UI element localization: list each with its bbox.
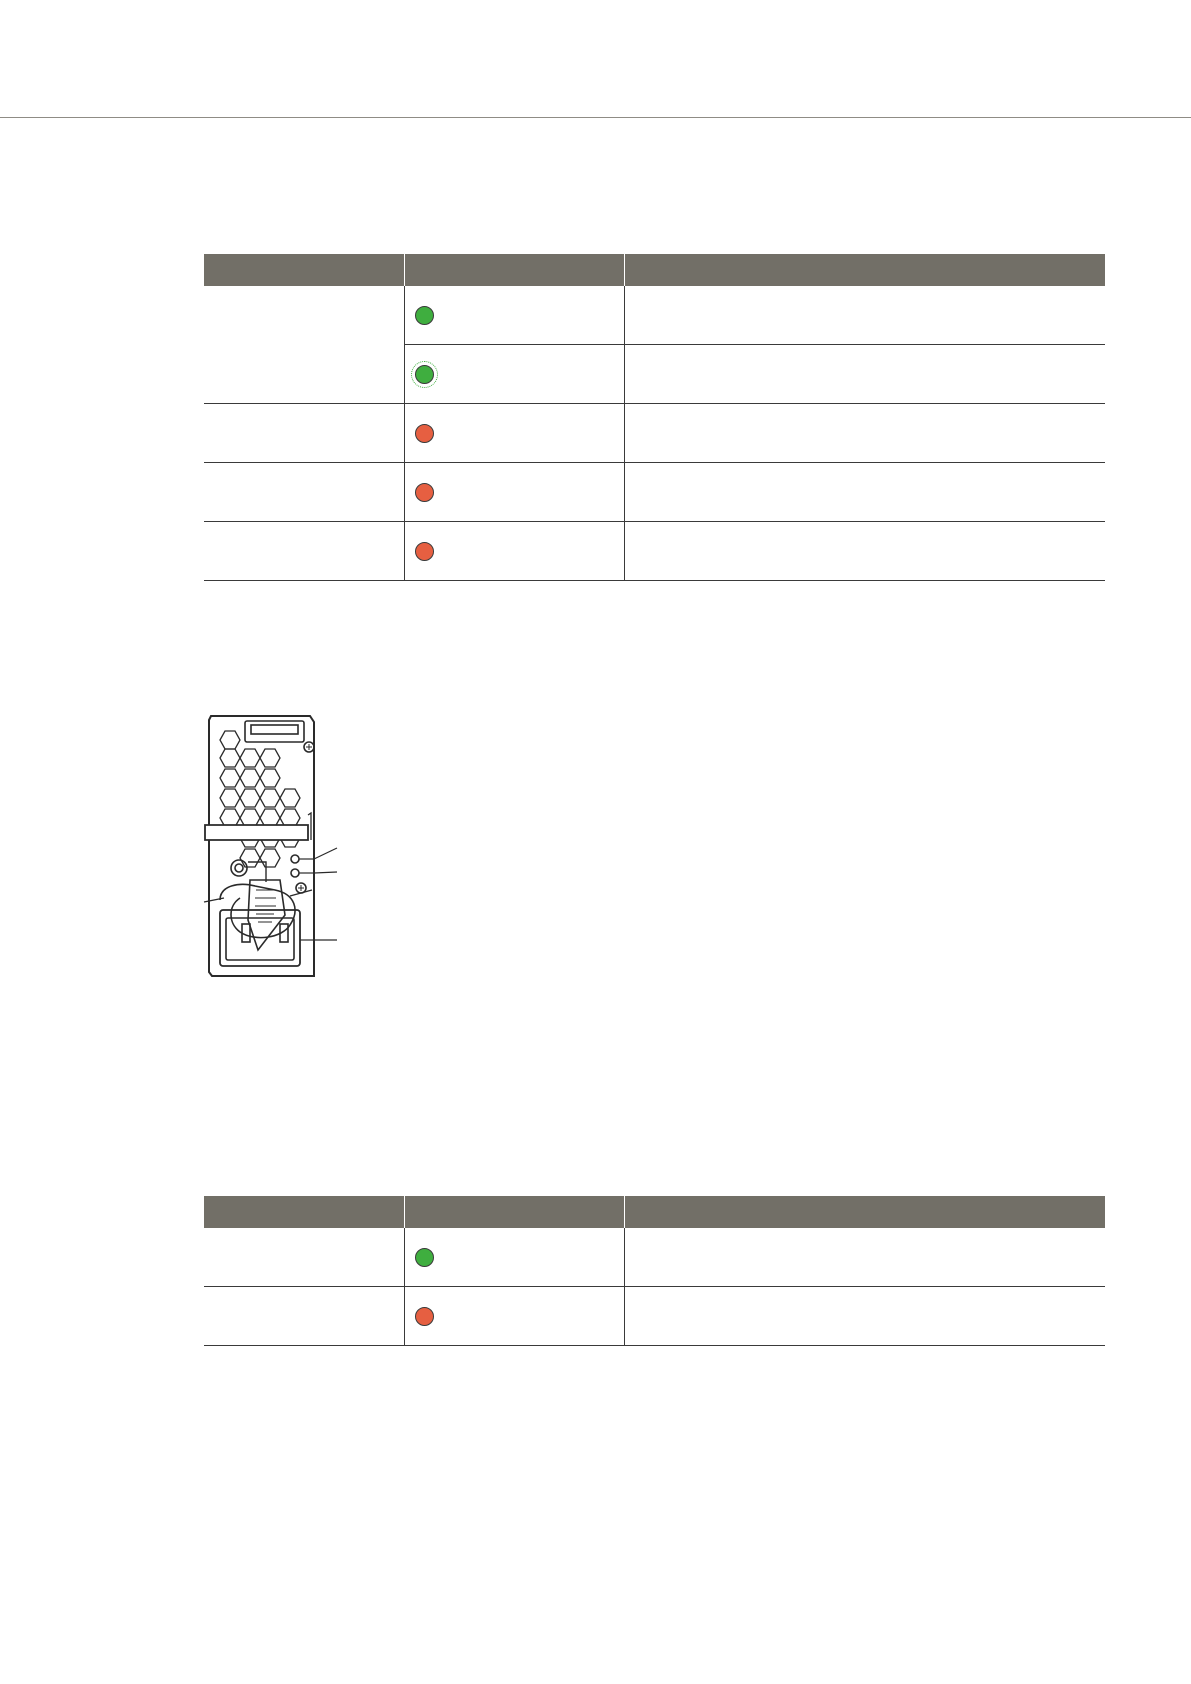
power-supply-unit-icon <box>200 710 350 980</box>
red-led-icon <box>415 483 434 502</box>
status-cell <box>404 404 624 463</box>
status-cell <box>404 345 624 404</box>
table-header <box>204 1196 1105 1228</box>
table-row <box>204 522 1105 581</box>
description-cell <box>624 286 1105 345</box>
status-cell <box>404 286 624 345</box>
table-row <box>204 463 1105 522</box>
table-row <box>204 1228 1105 1287</box>
header-cell-status <box>404 254 624 286</box>
description-cell <box>624 1228 1105 1287</box>
table-header <box>204 254 1105 286</box>
red-led-icon <box>415 424 434 443</box>
led-name-cell <box>204 522 404 581</box>
led-name-cell <box>204 1228 404 1287</box>
table-row <box>204 1287 1105 1346</box>
table-row <box>204 286 1105 345</box>
green-led-icon <box>415 306 434 325</box>
blinking-green-led-icon <box>415 365 434 384</box>
red-led-icon <box>415 542 434 561</box>
led-status-table-1 <box>204 254 1105 581</box>
led-name-cell <box>204 404 404 463</box>
header-cell-description <box>624 254 1105 286</box>
description-cell <box>624 1287 1105 1346</box>
green-led-icon <box>415 1248 434 1267</box>
header-rule <box>0 117 1191 118</box>
status-cell <box>404 522 624 581</box>
led-status-table-2 <box>204 1196 1105 1346</box>
table-row <box>204 404 1105 463</box>
status-cell <box>404 463 624 522</box>
header-cell-status <box>404 1196 624 1228</box>
power-supply-unit-diagram <box>200 710 350 980</box>
header-cell-description <box>624 1196 1105 1228</box>
description-cell <box>624 463 1105 522</box>
led-name-cell <box>204 463 404 522</box>
led-name-cell <box>204 1287 404 1346</box>
header-cell-led <box>204 254 404 286</box>
red-led-icon <box>415 1307 434 1326</box>
led-name-cell <box>204 286 404 404</box>
status-cell <box>404 1228 624 1287</box>
description-cell <box>624 345 1105 404</box>
status-cell <box>404 1287 624 1346</box>
description-cell <box>624 522 1105 581</box>
header-cell-led <box>204 1196 404 1228</box>
description-cell <box>624 404 1105 463</box>
